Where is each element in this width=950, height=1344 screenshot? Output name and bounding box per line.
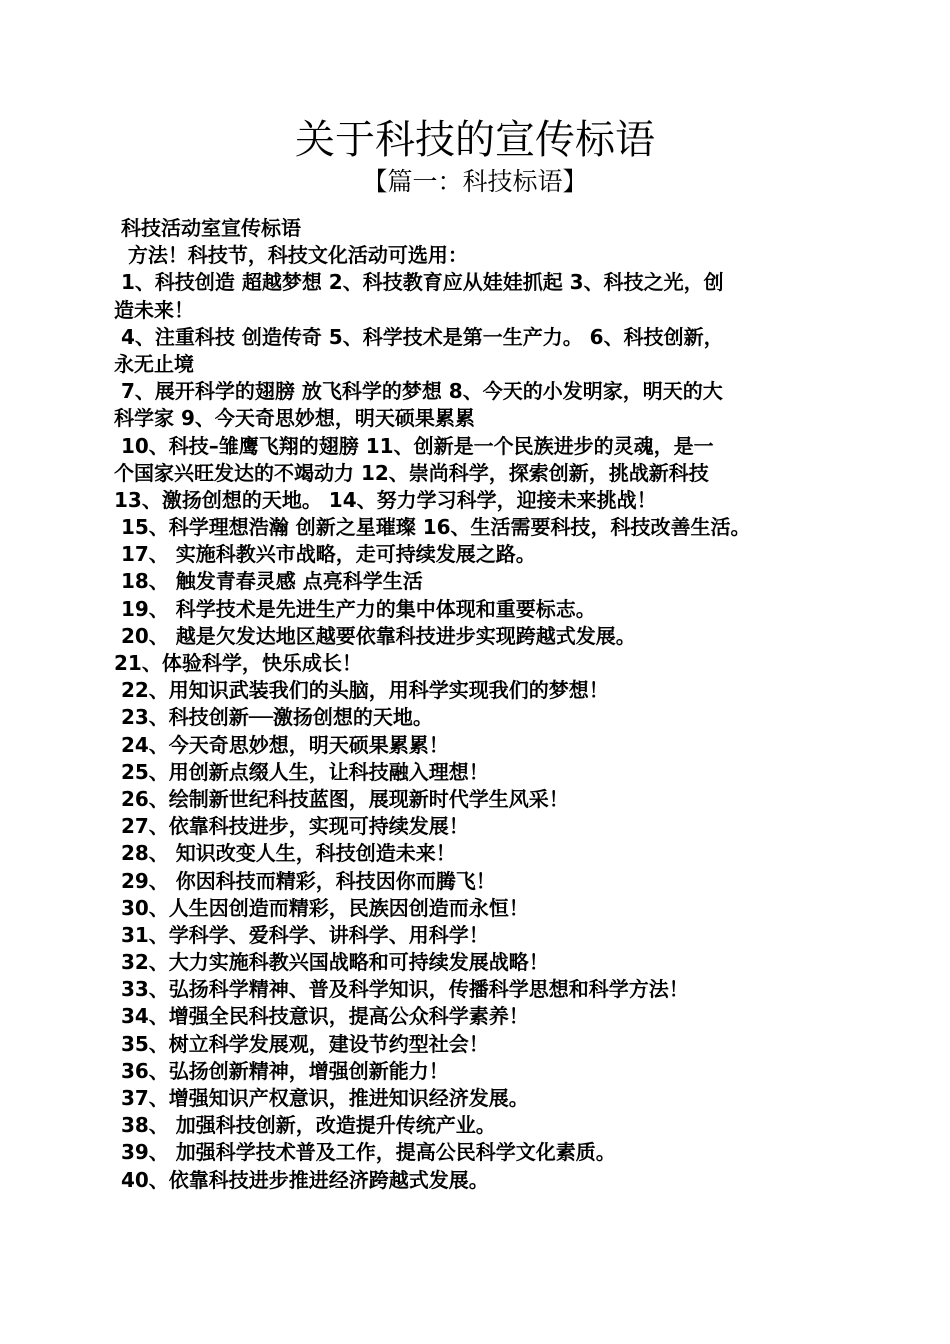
slogan-line: 30、人生因创造而精彩，民族因创造而永恒！	[114, 895, 529, 920]
slogan-line: 28、 知识改变人生，科技创造未来！	[114, 841, 456, 866]
slogan-line: 32、大力实施科教兴国战略和可持续发展战略！	[114, 950, 549, 975]
slogan-line: 18、 触发青春灵感 点亮科学生活	[114, 569, 423, 594]
slogan-line: 35、树立科学发展观，建设节约型社会！	[114, 1031, 489, 1056]
slogan-line: 39、 加强科学技术普及工作，提高公民科学文化素质。	[114, 1140, 616, 1165]
slogan-line: 21、体验科学，快乐成长！	[114, 651, 362, 675]
slogan-line: 29、 你因科技而精彩，科技因你而腾飞！	[114, 868, 496, 893]
slogan-line: 38、 加强科技创新，改造提升传统产业。	[114, 1113, 496, 1138]
slogan-line: 科学家 9、今天奇思妙想，明天硕果累累	[114, 406, 475, 431]
slogan-line: 10、科技–雏鹰飞翔的翅膀 11、创新是一个民族进步的灵魂，是一	[114, 433, 714, 458]
slogan-line: 37、增强知识产权意识，推进知识经济发展。	[114, 1086, 529, 1110]
slogan-line: 40、依靠科技进步推进经济跨越式发展。	[114, 1167, 489, 1192]
slogan-line: 22、用知识武装我们的头脑，用科学实现我们的梦想！	[114, 678, 609, 703]
slogan-line: 24、今天奇思妙想，明天硕果累累！	[114, 732, 449, 757]
slogan-line: 19、 科学技术是先进生产力的集中体现和重要标志。	[114, 596, 596, 621]
slogan-line: 33、弘扬科学精神、普及科学知识，传播科学思想和科学方法！	[114, 977, 689, 1002]
slogan-line: 方法！科技节，科技文化活动可选用：	[114, 243, 468, 268]
slogan-line: 永无止境	[114, 351, 194, 376]
slogan-line: 13、激扬创想的天地。 14、努力学习科学，迎接未来挑战！	[114, 487, 657, 512]
slogan-line: 26、绘制新世纪科技蓝图，展现新时代学生风采！	[114, 786, 569, 811]
slogan-line: 7、展开科学的翅膀 放飞科学的梦想 8、今天的小发明家，明天的大	[114, 379, 723, 404]
slogan-line: 科技活动室宣传标语	[114, 216, 301, 240]
slogan-line: 造未来！	[114, 297, 194, 322]
slogan-line: 1、科技创造 超越梦想 2、科技教育应从娃娃抓起 3、科技之光，创	[114, 270, 724, 295]
slogan-line: 25、用创新点缀人生，让科技融入理想！	[114, 759, 489, 784]
slogan-line: 31、学科学、爱科学、讲科学、用科学！	[114, 922, 489, 947]
slogan-list	[114, 215, 854, 1194]
slogan-line: 34、增强全民科技意识，提高公众科学素养！	[114, 1004, 529, 1029]
document-subtitle: 【篇一：科技标语】	[362, 167, 588, 196]
slogan-line: 4、注重科技 创造传奇 5、科学技术是第一生产力。 6、科技创新，	[114, 324, 724, 349]
slogan-line: 个国家兴旺发达的不竭动力 12、崇尚科学，探索创新，挑战新科技	[114, 460, 709, 485]
slogan-line: 17、 实施科教兴市战略，走可持续发展之路。	[114, 542, 536, 567]
slogan-line: 27、依靠科技进步，实现可持续发展！	[114, 814, 469, 839]
slogan-line: 36、弘扬创新精神，增强创新能力！	[114, 1058, 449, 1083]
slogan-line: 23、科技创新──激扬创想的天地。	[114, 705, 433, 730]
document-title: 关于科技的宣传标语	[295, 117, 655, 163]
slogan-line: 20、 越是欠发达地区越要依靠科技进步实现跨越式发展。	[114, 623, 636, 648]
slogan-line: 15、科学理想浩瀚 创新之星璀璨 16、生活需要科技，科技改善生活。	[114, 515, 751, 540]
